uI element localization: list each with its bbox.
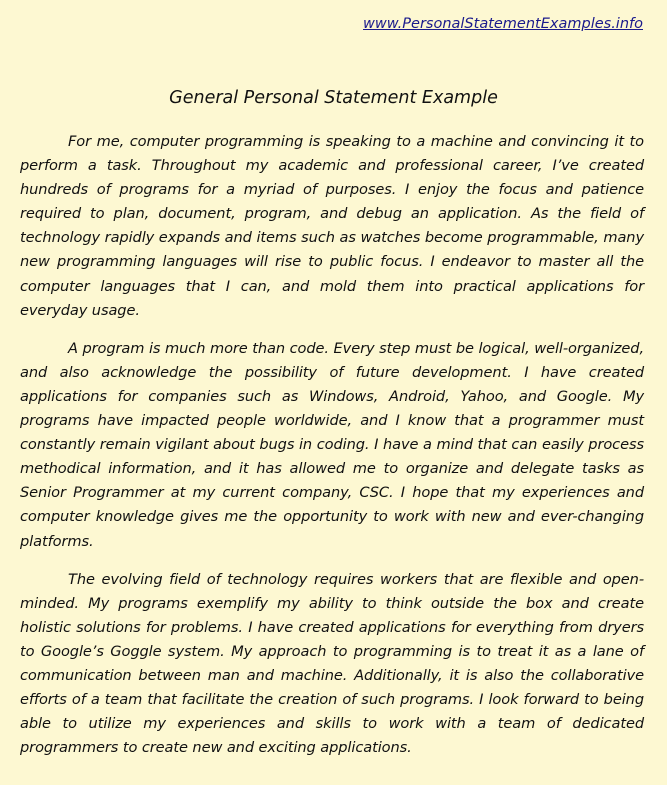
paragraph-1: For me, computer programming is speaking to a machine and convincing it to perform a task. Throughout my academic and professional career, I’ve created hundreds of programs for a myriad of purposes. I enjoy the focus and patience required to plan, document, program, and debug an application. As the field of technology rapidly expands and items such as watches become programmable, many new programming languages will rise to public focus. I endeavor to master all the computer languages that I can, and mold them into practical applications for everyday usage.: [20, 133, 644, 319]
paragraph-3: The evolving field of technology requires workers that are flexible and open-minded. My programs exemplify my ability to think outside the box and create holistic solutions for problems. I have created applications for everything from dryers to Google’s Goggle system. My approach to programming is to treat it as a lane of communication between man and machine. Additionally, it is also the collaborative efforts of a team that facilitate the creation of such programs. I look forward to being able to utilize my experiences and skills to work with a team of dedicated programmers to create new and exciting applications.: [20, 570, 644, 757]
document-title: General Personal Statement Example: [169, 88, 498, 108]
site-url-link[interactable]: www.PersonalStatementExamples.info: [363, 16, 643, 32]
statement-body: [20, 130, 644, 774]
paragraph-2: A program is much more than code. Every step must be logical, well-organized, and also acknowledge the possibility of future development. I have created applications for companies such as Windows, Android, Yahoo, and Google. My programs have impacted people worldwide, and I know that a programmer must constantly remain vigilant about bugs in coding. I have a mind that can easily process methodical information, and it has allowed me to organize and delegate tasks as Senior Programmer at my current company, CSC. I hope that my experiences and computer knowledge gives me the opportunity to work with new and ever-changing platforms.: [20, 339, 644, 550]
